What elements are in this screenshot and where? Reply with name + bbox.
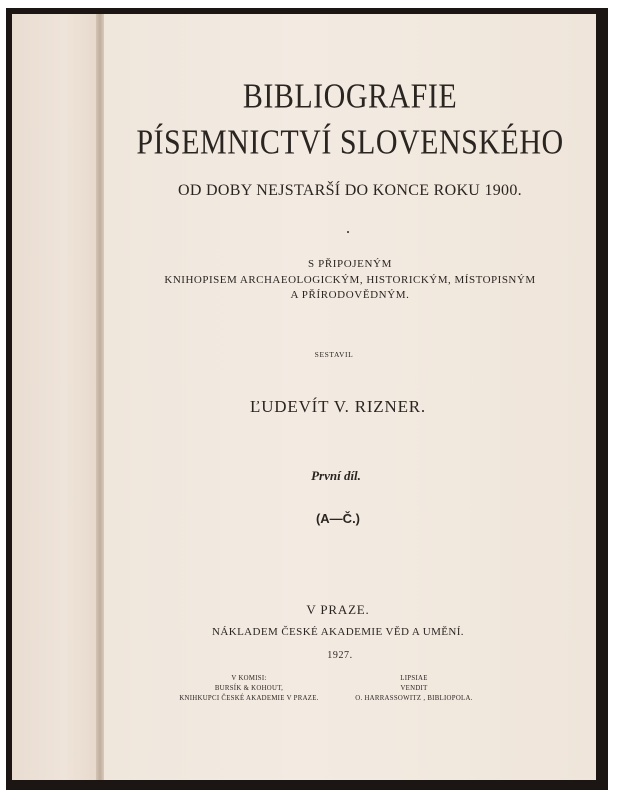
compiled-by-label: SESTAVIL	[314, 350, 354, 359]
ornament-dot: •	[346, 228, 350, 237]
distributor-block	[329, 674, 499, 704]
publisher-line: NÁKLADEM ČESKÉ AKADEMIE VĚD A UMĚNÍ.	[212, 626, 464, 638]
title-line-1: BIBLIOGRAFIE	[242, 76, 458, 116]
addendum-line-2: KNIHOPISEM ARCHAEOLOGICKÝM, HISTORICKÝM, MÍSTOPISNÝM	[164, 274, 536, 286]
addendum-line-1: S PŘIPOJENÝM	[308, 258, 392, 270]
left-page-edge	[12, 14, 100, 780]
distributor-line-3: O. HARRASSOWITZ , BIBLIOPOLA.	[355, 695, 473, 702]
subtitle: OD DOBY NEJSTARŠÍ DO KONCE ROKU 1900.	[178, 182, 522, 199]
author-name: ĽUDEVÍT V. RIZNER.	[250, 397, 426, 416]
title-line-2: PÍSEMNICTVÍ SLOVENSKÉHO	[136, 122, 564, 162]
commission-line-3: KNIHKUPCI ČESKÉ AKADEMIE V PRAZE.	[179, 695, 319, 702]
distributor-line-1: LIPSIAE	[400, 675, 428, 682]
publication-year: 1927.	[327, 650, 353, 661]
commission-block	[164, 674, 334, 704]
commission-line-2: BURSÍK & KOHOUT,	[214, 685, 284, 692]
title-page	[104, 14, 596, 780]
volume-range: (A—Č.)	[315, 511, 361, 526]
volume-part: První díl.	[311, 468, 361, 483]
publication-city: V PRAZE.	[306, 602, 370, 617]
distributor-line-2: VENDIT	[400, 685, 428, 692]
commission-line-1: V KOMISI:	[231, 675, 267, 682]
addendum-line-3: A PŘÍRODOVĚDNÝM.	[290, 289, 410, 301]
